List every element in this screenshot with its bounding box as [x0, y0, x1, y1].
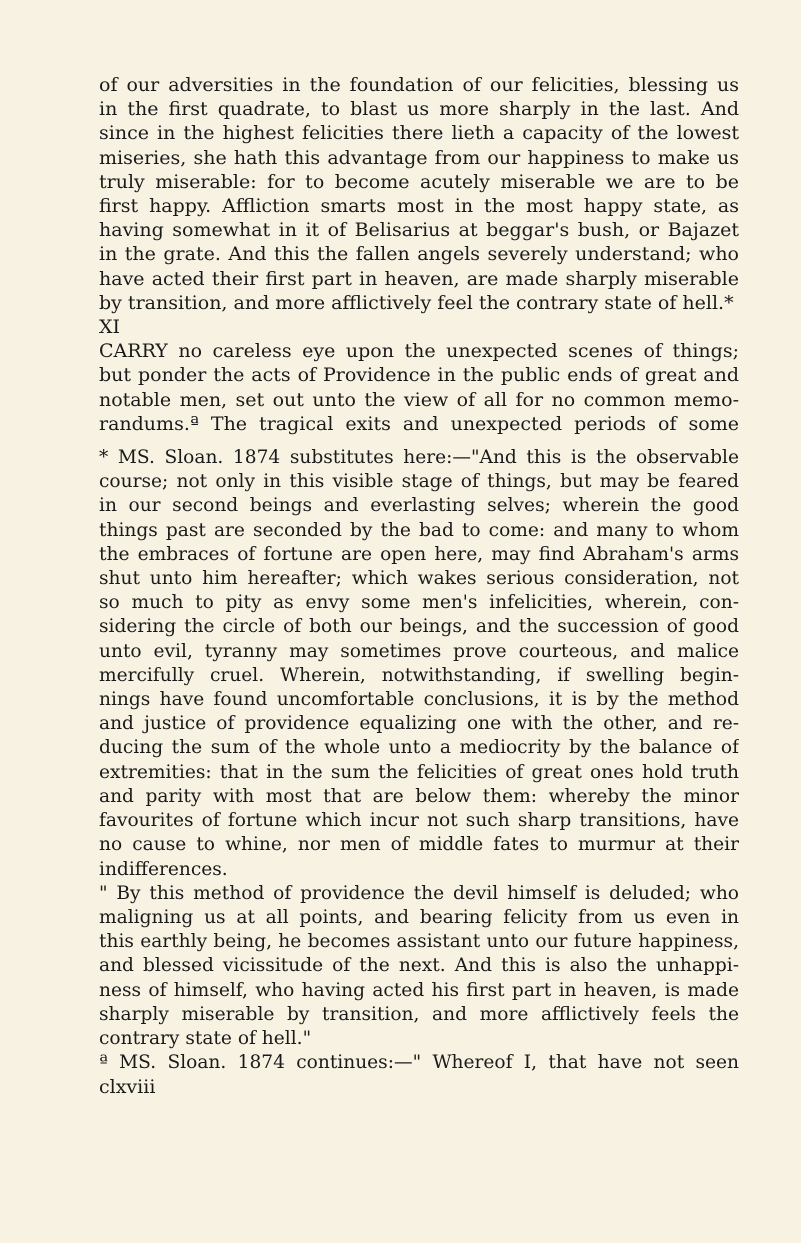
footnote-line: and blessed vicissitude of the next. And this is also the unhappi-: [99, 955, 739, 977]
footnote-line: things past are seconded by the bad to come: and many to whom: [99, 519, 739, 541]
footnote-line: sharply miserable by transition, and more afflictively feels the: [99, 1003, 739, 1025]
page-text: [99, 73, 739, 1100]
footnote-line: indifferences.: [99, 858, 228, 880]
footnote-line: course; not only in this visible stage of things, but may be feared: [99, 471, 739, 493]
footnote-line: nings have found uncomfortable conclusions, it is by the method: [99, 689, 739, 711]
text-line: by transition, and more afflictively feel the contrary state of hell.*: [99, 291, 734, 314]
text-line: have acted their first part in heaven, are made sharply miserable: [99, 267, 739, 290]
text-line: truly miserable: for to become acutely miserable we are to be: [99, 170, 739, 193]
footnote-line: mercifully cruel. Wherein, notwithstanding, if swelling begin-: [99, 664, 739, 686]
footnote-line: extremities: that in the sum the felicities of great ones hold truth: [99, 761, 739, 783]
footnote-line: ª MS. Sloan. 1874 continues:—" Whereof I, that have not seen: [99, 1052, 739, 1074]
footnote-line: * MS. Sloan. 1874 substitutes here:—"And this is the observable: [99, 447, 739, 469]
main-paragraph: [99, 73, 739, 315]
text-line: miseries, she hath this advantage from our happiness to make us: [99, 146, 739, 169]
spacer: [99, 436, 739, 446]
section-number: XI: [99, 316, 121, 339]
footnote-line: favourites of fortune which incur not such sharp transitions, have: [99, 810, 739, 832]
text-line: since in the highest felicities there lieth a capacity of the lowest: [99, 122, 739, 145]
footnote-line: shut unto him hereafter; which wakes serious consideration, not: [99, 568, 739, 590]
text-line: but ponder the acts of Providence in the public ends of great and: [99, 364, 739, 387]
text-line: of our adversities in the foundation of our felicities, blessing us: [99, 74, 739, 96]
section-paragraph: [99, 339, 739, 436]
footnote-line: in our second beings and everlasting selves; wherein the good: [99, 495, 739, 517]
footnote-line: ness of himself, who having acted his first part in heaven, is made: [99, 979, 739, 1001]
text-line: notable men, set out unto the view of all for no common memo-: [99, 388, 739, 411]
text-line: in the grate. And this the fallen angels severely understand; who: [99, 243, 739, 266]
footnote-block: [99, 446, 739, 1075]
folio-number: clxviii: [99, 1076, 156, 1099]
footnote-line: ducing the sum of the whole unto a mediocrity by the balance of: [99, 737, 739, 759]
footnote-line: contrary state of hell.": [99, 1027, 312, 1049]
footnote-line: " By this method of providence the devil himself is deluded; who: [99, 882, 739, 904]
text-line: randums.ª The tragical exits and unexpected periods of some: [99, 412, 739, 435]
text-line: first happy. Affliction smarts most in the most happy state, as: [99, 195, 739, 218]
footnote-line: the embraces of fortune are open here, may find Abraham's arms: [99, 543, 739, 565]
footnote-line: sidering the circle of both our beings, and the succession of good: [99, 616, 739, 638]
footnote-line: this earthly being, he becomes assistant unto our future happiness,: [99, 931, 739, 953]
footnote-line: no cause to whine, nor men of middle fates to murmur at their: [99, 834, 739, 856]
text-line: CARRY no careless eye upon the unexpected scenes of things;: [99, 340, 739, 363]
footnote-line: and justice of providence equalizing one with the other, and re-: [99, 713, 739, 735]
footnote-line: unto evil, tyranny may sometimes prove courteous, and malice: [99, 640, 739, 662]
text-line: in the first quadrate, to blast us more sharply in the last. And: [99, 98, 739, 121]
text-line: having somewhat in it of Belisarius at beggar's bush, or Bajazet: [99, 219, 739, 242]
footnote-line: maligning us at all points, and bearing felicity from us even in: [99, 906, 739, 928]
footnote-line: and parity with most that are below them: whereby the minor: [99, 785, 739, 807]
footnote-line: so much to pity as envy some men's infelicities, wherein, con-: [99, 592, 739, 614]
